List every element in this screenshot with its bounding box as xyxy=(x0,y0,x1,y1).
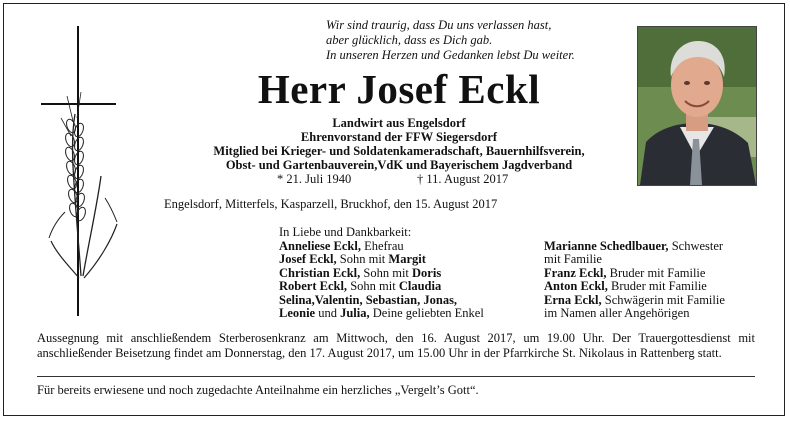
mourner-entry: Erna Eckl, Schwägerin mit Familie xyxy=(544,292,725,307)
mourner-entry: Josef Eckl, Sohn mit Margit xyxy=(279,252,426,267)
mourner-entry: im Namen aller Angehörigen xyxy=(544,306,690,321)
mourner-entry: Selina,Valentin, Sebastian, Jonas, xyxy=(279,292,458,307)
mourners-left-column xyxy=(279,240,484,320)
deceased-roles xyxy=(164,116,634,172)
role-line: Mitglied bei Krieger- und Soldatenkameradschaft, Bauernhilfsverein, xyxy=(213,144,585,158)
mourner-entry: Christian Eckl, Sohn mit Doris xyxy=(279,265,442,280)
portrait-photo xyxy=(637,26,757,186)
mourners-right-column xyxy=(544,240,725,320)
death-date: † 11. August 2017 xyxy=(417,172,509,186)
thanks-label: In Liebe und Dankbarkeit: xyxy=(279,225,412,239)
funeral-details: Aussegnung mit anschließendem Sterberosenkranz am Mittwoch, den 16. August 2017, um 19.00 Uhr. Der Trauergottesdienst mit anschließender Beisetzung findet am Donnerstag, den 17. August 2017, um 15.00 Uhr in der Pfarrkirche St. Nikolaus in Rattenberg statt. xyxy=(37,331,755,360)
role-line: Landwirt aus Engelsdorf xyxy=(332,116,466,130)
gratitude-footer: Für bereits erwiesene und noch zugedachte Anteilnahme ein herzliches „Vergelt’s Gott“. xyxy=(37,383,479,397)
mourner-entry: mit Familie xyxy=(544,252,602,267)
mourner-entry: Marianne Schedlbauer, Schwester xyxy=(544,239,724,253)
verse-line: In unseren Herzen und Gedanken lebst Du weiter. xyxy=(326,48,575,62)
role-line: Obst- und Gartenbauverein,VdK und Bayerischem Jagdverband xyxy=(225,158,573,172)
memorial-verse xyxy=(326,18,626,63)
mourner-entry: Franz Eckl, Bruder mit Familie xyxy=(544,265,706,280)
divider xyxy=(37,376,755,377)
cross-with-wheat-icon xyxy=(39,26,159,318)
verse-line: Wir sind traurig, dass Du uns verlassen hast, xyxy=(326,18,552,32)
verse-line: aber glücklich, dass es Dich gab. xyxy=(326,33,493,47)
deceased-name: Herr Josef Eckl xyxy=(257,66,541,112)
mourner-entry: Anneliese Eckl, Ehefrau xyxy=(279,239,404,253)
birth-date: * 21. Juli 1940 xyxy=(277,172,352,186)
obituary-notice xyxy=(3,3,785,416)
mourner-entry: Anton Eckl, Bruder mit Familie xyxy=(544,279,707,294)
mourner-entry: Robert Eckl, Sohn mit Claudia xyxy=(279,279,442,294)
role-line: Ehrenvorstand der FFW Siegersdorf xyxy=(300,130,498,144)
place-date-line: Engelsdorf, Mitterfels, Kasparzell, Bruckhof, den 15. August 2017 xyxy=(164,197,498,211)
mourner-entry: Leonie und Julia, Deine geliebten Enkel xyxy=(279,306,484,321)
